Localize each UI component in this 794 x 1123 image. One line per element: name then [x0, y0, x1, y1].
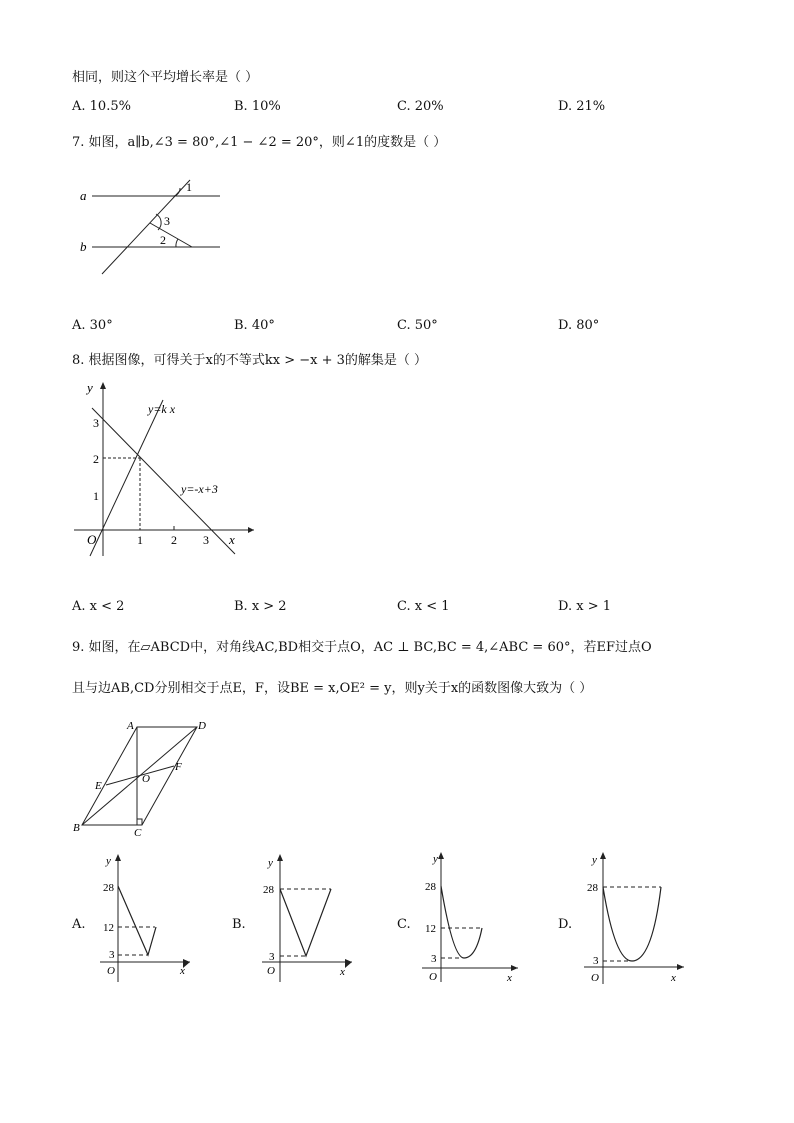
q7-option-c[interactable]: C. 50° [397, 318, 438, 333]
q7-angle-2: 2 [160, 233, 166, 247]
q9-label-a: A [127, 720, 134, 732]
q9-c-o: O [429, 971, 437, 982]
q9-c-tick-3: 3 [431, 953, 437, 965]
q9-c-tick-12: 12 [425, 923, 436, 935]
q6-option-c[interactable]: C. 20% [397, 99, 444, 114]
q9-graph-d [582, 850, 686, 984]
q8-origin: O [87, 532, 97, 547]
q9-graph-c [420, 850, 520, 982]
q8-axis-y: y [87, 380, 93, 395]
q9-label-f: F [175, 761, 182, 773]
q7-label-b: b [80, 239, 87, 254]
q8-option-d[interactable]: D. x > 1 [558, 599, 611, 614]
q9-label-c: C [134, 827, 142, 839]
q9-option-c[interactable]: C. [397, 917, 411, 932]
q9-b-tick-28: 28 [263, 884, 274, 896]
q9-c-tick-28: 28 [425, 881, 436, 893]
q9-label-o: O [142, 773, 150, 785]
q9-option-a[interactable]: A. [72, 917, 86, 932]
q7-option-b[interactable]: B. 40° [234, 318, 275, 333]
q9-d-x: x [671, 972, 676, 984]
q9-b-y: y [268, 857, 273, 869]
q9-c-y: y [433, 853, 438, 865]
q7-angle-1: 1 [186, 180, 192, 194]
q8-ytick-3: 3 [93, 416, 99, 430]
q9-graph-a [96, 852, 192, 982]
q9-option-d[interactable]: D. [558, 917, 573, 932]
q9-c-x: x [507, 972, 512, 982]
q9-option-b[interactable]: B. [232, 917, 246, 932]
q7-angle-3: 3 [164, 214, 170, 228]
q7-stem: 7. 如图，a∥b,∠3 = 80°,∠1 − ∠2 = 20°，则∠1的度数是（ ） [72, 135, 447, 150]
q9-label-d: D [198, 720, 206, 732]
q8-axis-x: x [229, 532, 235, 547]
q9-a-tick-12: 12 [103, 922, 114, 934]
q8-line1-label: y=k x [148, 402, 176, 416]
q9-label-e: E [95, 780, 102, 792]
q9-a-tick-3: 3 [109, 949, 115, 961]
q9-a-tick-28: 28 [103, 882, 114, 894]
q8-xtick-3: 3 [203, 533, 209, 547]
q9-label-b: B [73, 822, 80, 834]
q9-a-y: y [106, 855, 111, 867]
q9-d-o: O [591, 972, 599, 984]
q7-figure [72, 168, 232, 280]
q8-option-c[interactable]: C. x < 1 [397, 599, 450, 614]
q9-b-x: x [340, 966, 345, 978]
q9-a-x: x [180, 965, 185, 977]
q8-ytick-1: 1 [93, 489, 99, 503]
q7-option-d[interactable]: D. 80° [558, 318, 600, 333]
q8-xtick-2: 2 [171, 533, 177, 547]
q7-option-a[interactable]: A. 30° [72, 318, 113, 333]
q8-option-b[interactable]: B. x > 2 [234, 599, 287, 614]
q9-stem-line2: 且与边AB,CD分别相交于点E，F，设BE = x,OE² = y，则y关于x的函数图像大致为（ ） [72, 681, 593, 696]
q8-line2-label: y=-x+3 [181, 482, 218, 496]
q9-parallelogram [70, 715, 220, 841]
q9-a-o: O [107, 965, 115, 977]
q8-xtick-1: 1 [137, 533, 143, 547]
q9-d-tick-3: 3 [593, 955, 599, 967]
q9-d-y: y [592, 854, 597, 866]
q9-b-o: O [267, 965, 275, 977]
q8-option-a[interactable]: A. x < 2 [72, 599, 125, 614]
q9-d-tick-28: 28 [587, 882, 598, 894]
q6-option-b[interactable]: B. 10% [234, 99, 281, 114]
q6-option-d[interactable]: D. 21% [558, 99, 606, 114]
q6-option-a[interactable]: A. 10.5% [72, 99, 131, 114]
q7-label-a: a [80, 188, 87, 203]
q9-b-tick-3: 3 [269, 951, 275, 963]
q9-stem-line1: 9. 如图，在▱ABCD中，对角线AC,BD相交于点O，AC ⊥ BC,BC = 4,∠ABC = 60°，若EF过点O [72, 640, 652, 655]
q6-stem: 相同，则这个平均增长率是（ ） [72, 70, 259, 85]
q8-stem: 8. 根据图像，可得关于x的不等式kx > −x + 3的解集是（ ） [72, 353, 428, 368]
q8-graph [70, 378, 260, 560]
q9-graph-b [258, 852, 354, 982]
q8-ytick-2: 2 [93, 452, 99, 466]
